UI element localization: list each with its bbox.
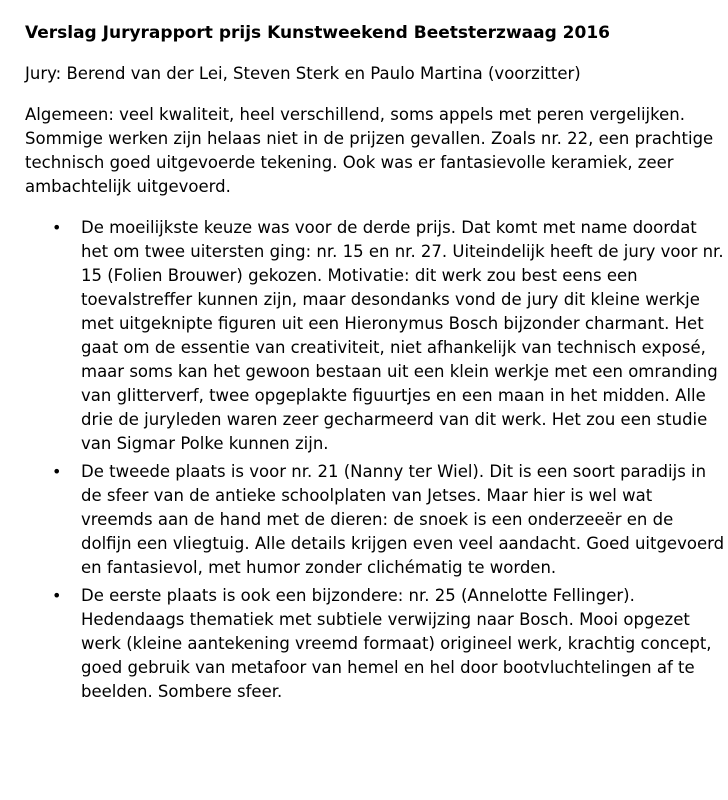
document-title: Verslag Juryrapport prijs Kunstweekend Beetsterzwaag 2016 [25,23,610,43]
bullet-icon: • [52,586,62,605]
document-page [25,21,725,704]
general-paragraph: Algemeen: veel kwaliteit, heel verschillend, soms appels met peren vergelijken. Sommige werken zijn helaas niet in de prijzen gevallen. Zoals nr. 22, een prachtige technisch goed uitgevoerde tekening. Ook was er fantasievolle keramiek, zeer ambachtelijk uitgevoerd. [25,105,714,196]
list-item [25,584,725,704]
prize-list [25,216,725,704]
bullet-icon: • [52,218,62,237]
jury-line: Jury: Berend van der Lei, Steven Sterk en Paulo Martina (voorzitter) [25,64,581,83]
list-item-text: De moeilijkste keuze was voor de derde prijs. Dat komt met name doordat het om twee uitersten ging: nr. 15 en nr. 27. Uiteindelijk heeft de jury voor nr. 15 (Folien Brouwer) gekozen. Motivatie: dit werk zou best eens een toevalstreffer kunnen zijn, maar desondanks vond de jury dit kleine werkje met uitgeknipte figuren uit een Hieronymus Bosch bijzonder charmant. Het gaat om de essentie van creativiteit, niet afhankelijk van technisch exposé, maar soms kan het gewoon bestaan uit een klein werkje met een omranding van glitterverf, twee opgeplakte figuurtjes en een maan in het midden. Alle drie de juryleden waren zeer gecharmeerd van dit werk. Het zou een studie van Sigmar Polke kunnen zijn. [81,218,724,453]
list-item-text: De tweede plaats is voor nr. 21 (Nanny ter Wiel). Dit is een soort paradijs in de sfeer van de antieke schoolplaten van Jetses. Maar hier is wel wat vreemds aan de hand met de dieren: de snoek is een onderzeeër en de dolfijn een vliegtuig. Alle details krijgen even veel aandacht. Goed uitgevoerd en fantasievol, met humor zonder clichématig te worden. [81,462,725,577]
list-item [25,460,725,580]
list-item [25,216,725,456]
list-item-text: De eerste plaats is ook een bijzondere: nr. 25 (Annelotte Fellinger). Hedendaags thematiek met subtiele verwijzing naar Bosch. Mooi opgezet werk (kleine aantekening vreemd formaat) origineel werk, krachtig concept, goed gebruik van metafoor van hemel en hel door bootvluchtelingen af te beelden. Sombere sfeer. [81,586,712,701]
bullet-icon: • [52,462,62,481]
